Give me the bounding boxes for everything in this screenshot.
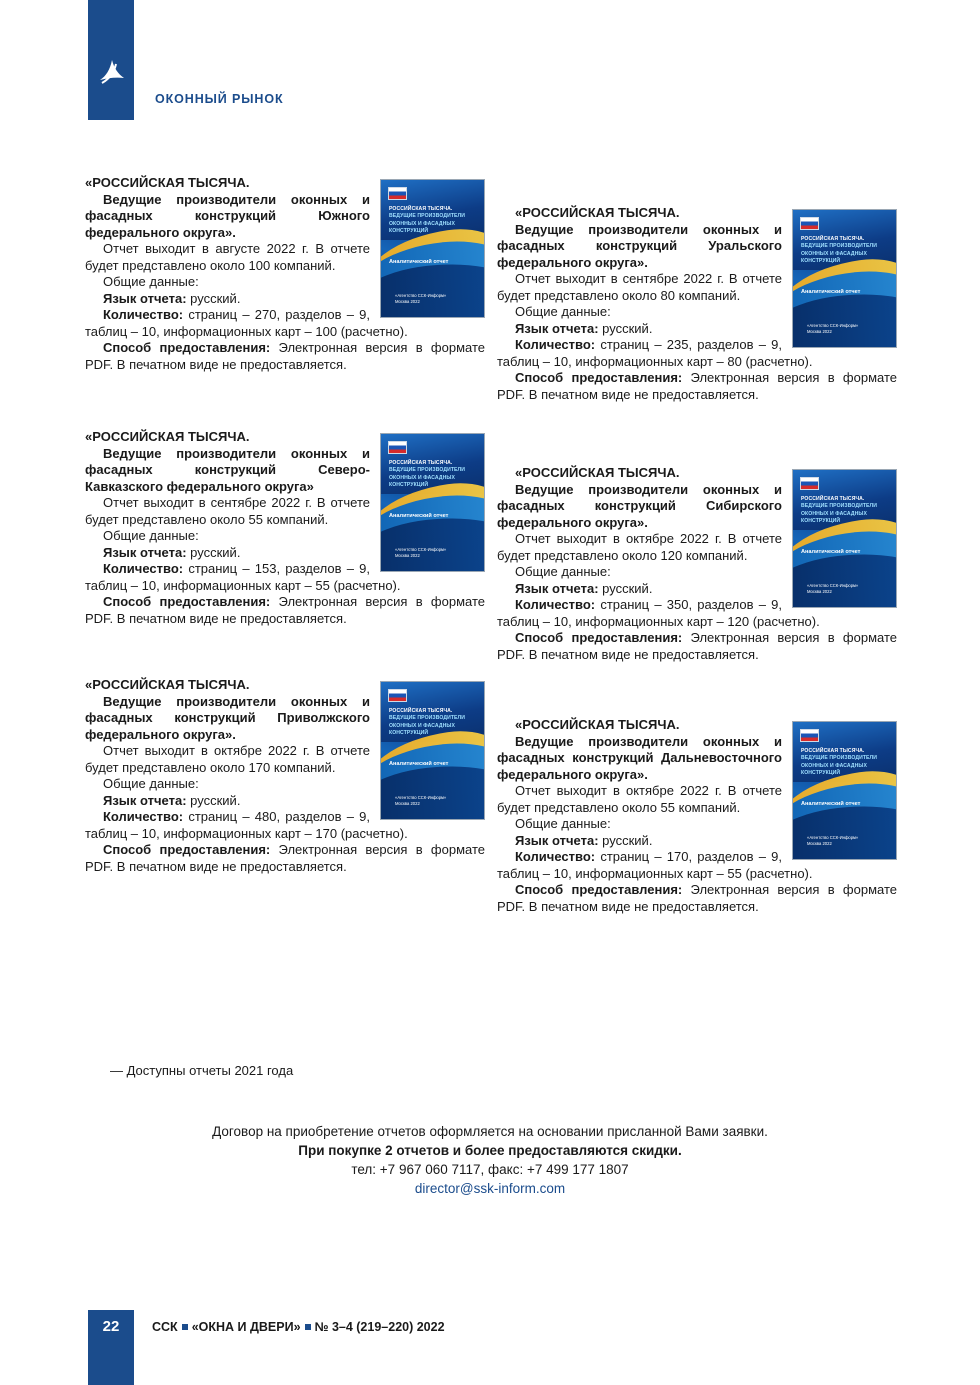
entry-title: «РОССИЙСКАЯ ТЫСЯЧА. — [85, 677, 250, 692]
cover-city-year: Москва 2022 — [807, 841, 832, 846]
footnote: — Доступны отчеты 2021 года — [110, 1063, 294, 1078]
entry-release: Отчет выходит в октябре 2022 г. В отчете будет представлено около 55 компаний. — [497, 783, 782, 815]
entry-delivery-value: Электронная версия в формате PDF. В печатном виде не предоставляется. — [497, 882, 897, 914]
entry-qty-value: страниц – 480, разделов – 9, таблиц – 10, информационных карт – 170 (расчетно). — [85, 809, 408, 841]
contact-line1: Договор на приобретение отчетов оформляется на основании присланной Вами заявки. — [212, 1124, 768, 1139]
report-cover-image — [380, 179, 485, 318]
cover-line2: ВЕДУЩИЕ ПРОИЗВОДИТЕЛИ ОКОННЫХ И ФАСАДНЫХ КОНСТРУКЦИЙ — [801, 755, 877, 777]
entry-title: «РОССИЙСКАЯ ТЫСЯЧА. — [85, 175, 250, 190]
entry-delivery-label: Способ предоставления: — [103, 594, 271, 609]
entry-general-label: Общие данные: — [515, 564, 611, 579]
cover-subtitle: Аналитический отчет — [389, 259, 449, 265]
cover-city-year: Москва 2022 — [807, 589, 832, 594]
entry-subtitle: Ведущие производители оконных и фасадных конструкций Южного федерального округа». — [85, 191, 370, 240]
cover-line1: РОССИЙСКАЯ ТЫСЯЧА. — [801, 496, 865, 502]
entry-general-label: Общие данные: — [515, 816, 611, 831]
entry-lang-value: русский. — [190, 290, 241, 306]
entry-qty-value: страниц – 170, разделов – 9, таблиц – 10, информационных карт – 55 (расчетно). — [497, 849, 813, 881]
cover-subtitle: Аналитический отчет — [801, 549, 861, 555]
left-column — [85, 175, 485, 901]
entry-delivery-value: Электронная версия в формате PDF. В печатном виде не предоставляется. — [85, 340, 485, 372]
contact-phone: тел: +7 967 060 7117, факс: +7 499 177 1807 — [351, 1162, 629, 1177]
cover-city-year: Москва 2022 — [395, 801, 420, 806]
cover-line1: РОССИЙСКАЯ ТЫСЯЧА. — [389, 206, 453, 212]
entry-qty-value: страниц – 235, разделов – 9, таблиц – 10, информационных карт – 80 (расчетно). — [497, 337, 813, 369]
cover-subtitle: Аналитический отчет — [801, 801, 861, 807]
entry-subtitle: Ведущие производители оконных и фасадных конструкций Северо-Кавказского федерального округа» — [85, 445, 370, 494]
cover-line1: РОССИЙСКАЯ ТЫСЯЧА. — [801, 236, 865, 242]
cover-subtitle: Аналитический отчет — [801, 289, 861, 295]
report-cover-image — [792, 209, 897, 348]
entry-lang-value: русский. — [190, 792, 241, 808]
russian-flag-icon — [800, 729, 819, 742]
entry-delivery-label: Способ предоставления: — [515, 630, 683, 645]
entry-release: Отчет выходит в октябре 2022 г. В отчете будет представлено около 120 компаний. — [497, 531, 782, 563]
entry-qty-value: страниц – 270, разделов – 9, таблиц – 10, информационных карт – 100 (расчетно). — [85, 307, 408, 339]
page-footer — [0, 1310, 980, 1385]
square-bullet-icon — [182, 1324, 188, 1330]
russian-flag-icon — [388, 187, 407, 200]
footer-part2: «ОКНА И ДВЕРИ» — [191, 1320, 301, 1334]
report-entry-north-caucasus — [85, 429, 485, 627]
entry-delivery-value: Электронная версия в формате PDF. В печатном виде не предоставляется. — [85, 842, 485, 874]
entry-title: «РОССИЙСКАЯ ТЫСЯЧА. — [515, 205, 680, 220]
entry-subtitle: Ведущие производители оконных и фасадных конструкций Дальневосточного федерального округа». — [497, 733, 782, 782]
entry-qty-label: Количество: — [103, 561, 184, 576]
page-header — [0, 0, 980, 130]
entry-delivery-label: Способ предоставления: — [103, 340, 271, 355]
entry-lang-label: Язык отчета: — [103, 792, 187, 808]
report-cover-image — [792, 469, 897, 608]
cover-publisher: «Агентство ССК-Информ» — [807, 323, 859, 328]
cover-city-year: Москва 2022 — [395, 299, 420, 304]
cover-publisher: «Агентство ССК-Информ» — [807, 583, 859, 588]
entry-release: Отчет выходит в августе 2022 г. В отчете будет представлено около 100 компаний. — [85, 241, 370, 273]
ssk-logo-icon — [88, 48, 134, 94]
cover-publisher: «Агентство ССК-Информ» — [807, 835, 859, 840]
report-entry-siberia — [497, 465, 897, 663]
report-entry-volga — [85, 677, 485, 875]
contact-block — [0, 1122, 980, 1198]
entry-lang-value: русский. — [602, 320, 653, 336]
cover-line2: ВЕДУЩИЕ ПРОИЗВОДИТЕЛИ ОКОННЫХ И ФАСАДНЫХ КОНСТРУКЦИЙ — [389, 213, 465, 235]
russian-flag-icon — [800, 217, 819, 230]
entry-title: «РОССИЙСКАЯ ТЫСЯЧА. — [515, 465, 680, 480]
russian-flag-icon — [388, 441, 407, 454]
entry-qty-label: Количество: — [515, 849, 596, 864]
report-entry-far-east — [497, 717, 897, 915]
russian-flag-icon — [800, 477, 819, 490]
entry-subtitle: Ведущие производители оконных и фасадных конструкций Уральского федерального округа». — [497, 221, 782, 270]
entry-delivery-label: Способ предоставления: — [515, 882, 683, 897]
entry-general-label: Общие данные: — [103, 274, 199, 289]
entry-qty-value: страниц – 350, разделов – 9, таблиц – 10, информационных карт – 120 (расчетно). — [497, 597, 820, 629]
footer-part3: № 3–4 (219–220) 2022 — [314, 1320, 445, 1334]
entry-qty-label: Количество: — [103, 809, 184, 824]
footer-part1: ССК — [152, 1320, 178, 1334]
cover-subtitle: Аналитический отчет — [389, 761, 449, 767]
entry-delivery-value: Электронная версия в формате PDF. В печатном виде не предоставляется. — [497, 370, 897, 402]
report-cover-image — [380, 681, 485, 820]
cover-line2: ВЕДУЩИЕ ПРОИЗВОДИТЕЛИ ОКОННЫХ И ФАСАДНЫХ КОНСТРУКЦИЙ — [801, 503, 877, 525]
cover-line1: РОССИЙСКАЯ ТЫСЯЧА. — [801, 748, 865, 754]
cover-city-year: Москва 2022 — [807, 329, 832, 334]
russian-flag-icon — [388, 689, 407, 702]
entry-qty-label: Количество: — [515, 597, 596, 612]
entry-lang-label: Язык отчета: — [515, 832, 599, 848]
entry-qty-label: Количество: — [103, 307, 184, 322]
cover-line1: РОССИЙСКАЯ ТЫСЯЧА. — [389, 708, 453, 714]
entry-qty-value: страниц – 153, разделов – 9, таблиц – 10, информационных карт – 55 (расчетно). — [85, 561, 401, 593]
cover-city-year: Москва 2022 — [395, 553, 420, 558]
entry-lang-value: русский. — [602, 832, 653, 848]
entry-delivery-label: Способ предоставления: — [515, 370, 683, 385]
report-entry-ural — [497, 205, 897, 403]
contact-discount-note: При покупке 2 отчетов и более предоставляются скидки. — [298, 1143, 682, 1158]
footer-imprint — [152, 1320, 445, 1334]
entry-release: Отчет выходит в октябре 2022 г. В отчете будет представлено около 170 компаний. — [85, 743, 370, 775]
square-bullet-icon — [305, 1324, 311, 1330]
cover-publisher: «Агентство ССК-Информ» — [395, 547, 447, 552]
entry-delivery-value: Электронная версия в формате PDF. В печатном виде не предоставляется. — [497, 630, 897, 662]
cover-publisher: «Агентство ССК-Информ» — [395, 293, 447, 298]
report-cover-image — [792, 721, 897, 860]
entry-qty-label: Количество: — [515, 337, 596, 352]
entry-delivery-label: Способ предоставления: — [103, 842, 271, 857]
entry-lang-value: русский. — [190, 544, 241, 560]
page-title: ОКОННЫЙ РЫНОК — [155, 92, 284, 106]
entry-general-label: Общие данные: — [103, 776, 199, 791]
entry-general-label: Общие данные: — [515, 304, 611, 319]
report-entry-south — [85, 175, 485, 373]
entry-release: Отчет выходит в сентябре 2022 г. В отчете будет представлено около 55 компаний. — [85, 495, 370, 527]
contact-email-link[interactable]: director@ssk-inform.com — [414, 1181, 566, 1196]
entry-lang-label: Язык отчета: — [515, 320, 599, 336]
page-number: 22 — [88, 1310, 134, 1385]
cover-publisher: «Агентство ССК-Информ» — [395, 795, 447, 800]
entry-subtitle: Ведущие производители оконных и фасадных конструкций Сибирского федерального округа». — [497, 481, 782, 530]
entry-title: «РОССИЙСКАЯ ТЫСЯЧА. — [515, 717, 680, 732]
cover-line2: ВЕДУЩИЕ ПРОИЗВОДИТЕЛИ ОКОННЫХ И ФАСАДНЫХ КОНСТРУКЦИЙ — [801, 243, 877, 265]
entry-general-label: Общие данные: — [103, 528, 199, 543]
entry-subtitle: Ведущие производители оконных и фасадных конструкций Приволжского федерального округа». — [85, 693, 370, 742]
entry-lang-label: Язык отчета: — [103, 544, 187, 560]
entry-delivery-value: Электронная версия в формате PDF. В печатном виде не предоставляется. — [85, 594, 485, 626]
cover-subtitle: Аналитический отчет — [389, 513, 449, 519]
entry-lang-label: Язык отчета: — [515, 580, 599, 596]
cover-line1: РОССИЙСКАЯ ТЫСЯЧА. — [389, 460, 453, 466]
entry-title: «РОССИЙСКАЯ ТЫСЯЧА. — [85, 429, 250, 444]
cover-line2: ВЕДУЩИЕ ПРОИЗВОДИТЕЛИ ОКОННЫХ И ФАСАДНЫХ КОНСТРУКЦИЙ — [389, 715, 465, 737]
entry-lang-value: русский. — [602, 580, 653, 596]
entry-lang-label: Язык отчета: — [103, 290, 187, 306]
entry-release: Отчет выходит в сентябре 2022 г. В отчете будет представлено около 80 компаний. — [497, 271, 782, 303]
right-column — [497, 175, 897, 941]
report-cover-image — [380, 433, 485, 572]
cover-line2: ВЕДУЩИЕ ПРОИЗВОДИТЕЛИ ОКОННЫХ И ФАСАДНЫХ КОНСТРУКЦИЙ — [389, 467, 465, 489]
